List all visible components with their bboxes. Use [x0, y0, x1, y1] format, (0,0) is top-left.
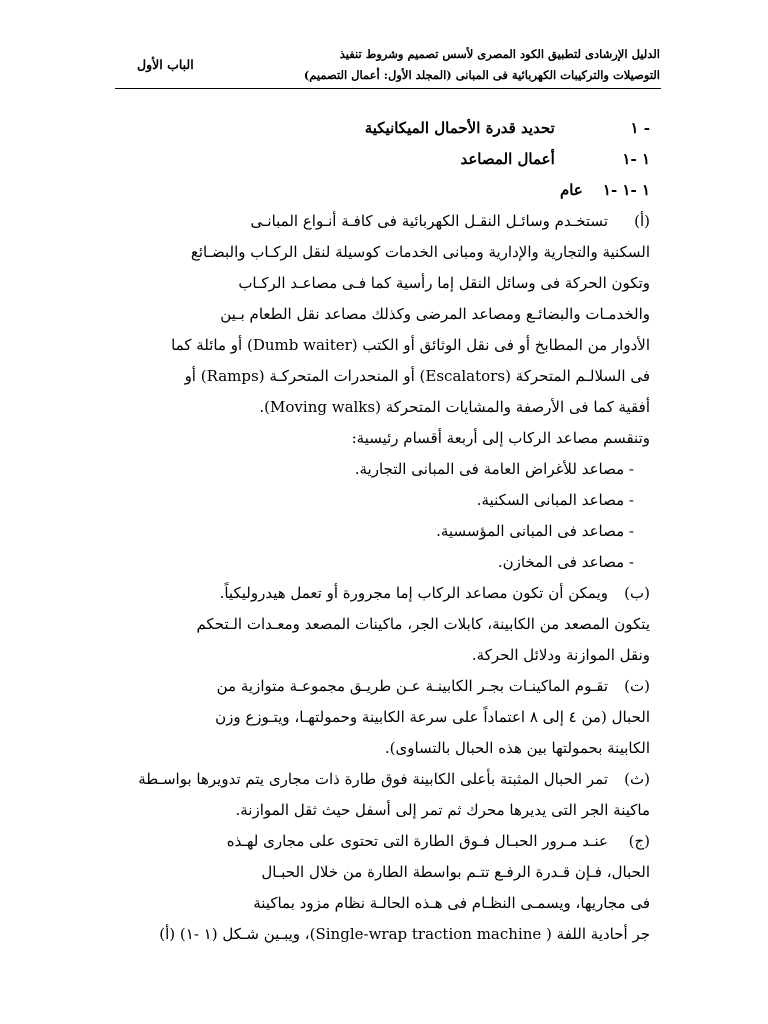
page-header — [115, 42, 660, 90]
paragraph-a-line-7: أفقية كما فى الأرصفة والمشايات المتحركة (Moving walks). — [259, 398, 650, 416]
paragraph-a-line-5: الأدوار من المطابخ أو فى نقل الوثائق أو الكتب (Dumb waiter) أو مائلة كما — [171, 336, 650, 354]
document-title-line-1: الدليل الإرشادى لتطبيق الكود المصرى لأسس تصميم وشروط تنفيذ — [339, 47, 660, 61]
bullet-item: - مصاعد فى المبانى المؤسسية. — [436, 522, 634, 540]
paragraph-a-label: (أ) — [634, 212, 650, 230]
paragraph-a-line-1: تستخـدم وسائـل النقـل الكهربائية فى كافـة أنـواع المبانـى — [250, 212, 608, 230]
section-heading — [120, 113, 650, 144]
paragraph-b-line-2: يتكون المصعد من الكابينة، كابلات الجر، ماكينات المصعد ومعـدات الـتحكم — [196, 615, 650, 633]
document-title-line-2: التوصيلات والتركيبات الكهربائية فى المبانى (المجلد الأول: أعمال التصميم) — [303, 68, 660, 82]
chapter-label: الباب الأول — [137, 57, 194, 72]
paragraph-a-line-4: والخدمـات والبضائـع ومصاعد المرضى وكذلك مصاعد نقل الطعام بـين — [220, 305, 650, 323]
bullet-item: - مصاعد للأغراض العامة فى المبانى التجارية. — [354, 460, 634, 478]
subsection-number: ١ -١ — [622, 150, 650, 168]
paragraph-t-first-line-wrap — [120, 671, 608, 702]
paragraph-th-line-1: تمر الحبال المثبتة بأعلى الكابينة فوق طارة ذات مجارى يتم تدويرها بواسـطة — [138, 770, 608, 788]
subsubsection-number: ١ -١ -١ — [602, 181, 650, 199]
paragraph-b-first-line-wrap — [120, 578, 608, 609]
paragraph-t-line-2: الحبال (من ٤ إلى ٨ اعتماداً على سرعة الكابينة وحمولتهـا، ويتـوزع وزن — [215, 708, 650, 726]
subsubsection-heading — [120, 175, 650, 206]
paragraph-j-line-1: عنـد مـرور الحبـال فـوق الطارة التى تحتوى على مجارى لهـذه — [226, 832, 608, 850]
paragraph-j — [120, 826, 650, 857]
paragraph-t-line-3: الكابينة بحمولتها بين هذه الحبال بالتساوى). — [384, 739, 650, 757]
paragraph-t-line-1: تقـوم الماكينـات بجـر الكابينـة عـن طريـق مجموعـة متوازية من — [216, 677, 608, 695]
paragraph-b-line-1: ويمكن أن تكون مصاعد الركاب إما مجرورة أو تعمل هيدروليكياً. — [219, 584, 608, 602]
paragraph-th-label: (ث) — [624, 770, 650, 788]
paragraph-j-label: (ج) — [628, 832, 650, 850]
subsubsection-title: عام — [559, 181, 583, 199]
paragraph-a-line-6: فى السلالـم المتحركة (Escalators) أو المنحدرات المتحركـة (Ramps) أو — [184, 367, 650, 385]
paragraph-a — [120, 206, 650, 237]
paragraph-th-line-2: ماكينة الجر التى يديرها محرك ثم تمر إلى أسفل حيث ثقل الموازنة. — [235, 801, 650, 819]
paragraph-a-first-line-wrap — [120, 206, 608, 237]
subsection-title: أعمال المصاعد — [460, 150, 555, 168]
page-body — [120, 113, 650, 950]
paragraph-a-line-2: السكنية والتجارية والإدارية ومبانى الخدمات كوسيلة لنقل الركـاب والبضـائع — [190, 243, 650, 261]
passenger-elevator-intro: وتنقسم مصاعد الركاب إلى أربعة أقسام رئيسية: — [351, 429, 650, 447]
paragraph-a-line-3: وتكون الحركة فى وسائل النقل إما رأسية كما فـى مصاعـد الركـاب — [238, 274, 650, 292]
section-number: ١ - — [630, 119, 650, 137]
paragraph-j-line-3: فى مجاريها، ويسمـى النظـام فى هـذه الحالـة نظام مزود بماكينة — [253, 894, 650, 912]
paragraph-th — [120, 764, 650, 795]
paragraph-j-line-2: الحبال، فـإن قـدرة الرفـع تتـم بواسطة الطارة من خلال الحبـال — [261, 863, 650, 881]
paragraph-t — [120, 671, 650, 702]
paragraph-t-label: (ت) — [624, 677, 650, 695]
subsection-heading — [120, 144, 650, 175]
paragraph-b — [120, 578, 650, 609]
bullet-item: - مصاعد المبانى السكنية. — [476, 491, 634, 509]
document-title — [304, 44, 660, 86]
section-title: تحديد قدرة الأحمال الميكانيكية — [364, 119, 555, 137]
header-divider — [115, 88, 661, 89]
paragraph-j-line-4: جر أحادية اللفة ( Single-wrap traction machine)، ويبـين شـكل (١ -١) (أ) — [159, 925, 650, 943]
paragraph-b-label: (ب) — [624, 584, 650, 602]
paragraph-j-first-line-wrap — [120, 826, 608, 857]
paragraph-b-line-3: ونقل الموازنة ودلائل الحركة. — [471, 646, 650, 664]
bullet-item: - مصاعد فى المخازن. — [497, 553, 634, 571]
paragraph-th-first-line-wrap — [120, 764, 608, 795]
